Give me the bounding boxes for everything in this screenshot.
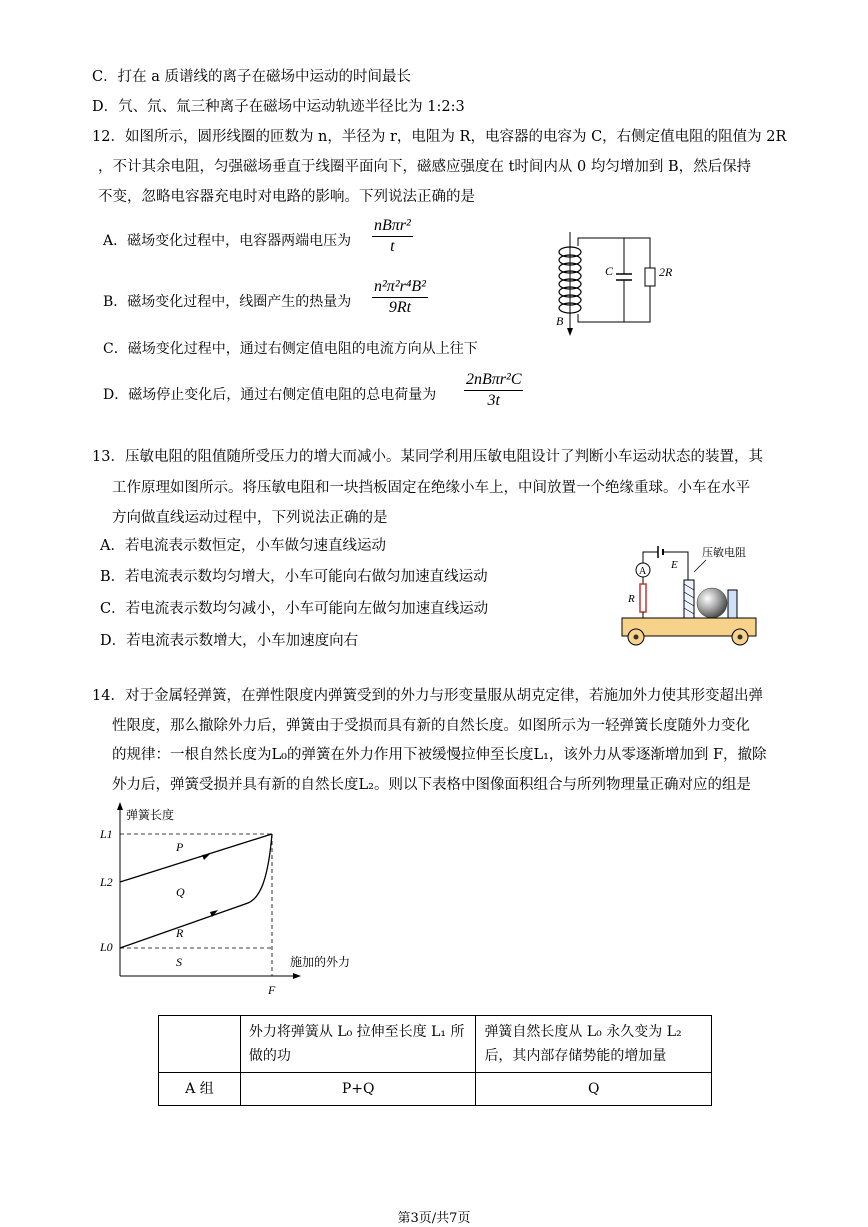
- q12-label-capacitor: C: [605, 264, 614, 278]
- q12-option-d-numerator: 2nBπr²C: [464, 370, 523, 391]
- q14-stem-line3: 的规律：一根自然长度为L₀的弹簧在外力作用下被缓慢拉伸至长度L₁，该外力从零逐渐增加到 F，撤除: [112, 747, 767, 763]
- table-row: [159, 1016, 712, 1073]
- q14-stem-line1: 14．对于金属轻弹簧，在弹性限度内弹簧受到的外力与形变量服从胡克定律，若施加外力使其形变超出弹: [92, 688, 763, 704]
- q11-option-c: C．打在 a 质谱线的离子在磁场中运动的时间最长: [92, 69, 411, 85]
- table-cell: Q: [476, 1073, 712, 1106]
- q13-option-c: C．若电流表示数均匀减小，小车可能向左做匀加速直线运动: [100, 601, 489, 617]
- q14-y-axis-title: 弹簧长度: [126, 808, 175, 822]
- q12-option-a-numerator: nBπr²: [372, 216, 413, 237]
- q11-option-d: D．氕、氘、氚三种离子在磁场中运动轨迹半径比为 1:2:3: [92, 99, 465, 115]
- q13-ammeter-label: A: [639, 566, 647, 577]
- q13-stem-line2: 工作原理如图所示。将压敏电阻和一块挡板固定在绝缘小车上，中间放置一个绝缘重球。小车在水平: [112, 480, 750, 496]
- q13-label-pressure-resistor: 压敏电阻: [702, 547, 746, 559]
- q14-y-tick-l2: L2: [100, 875, 113, 889]
- q12-option-d-fraction: [464, 370, 523, 411]
- q12-option-b-denominator: 9Rt: [388, 299, 412, 316]
- q14-region-p: P: [176, 840, 184, 854]
- table-row-label: A 组: [159, 1073, 241, 1106]
- q12-option-b-numerator: n²π²r⁴B²: [372, 277, 428, 298]
- q12-label-field: B: [556, 314, 564, 328]
- q12-stem-line2: ，不计其余电阻，匀强磁场垂直于线圈平面向下，磁感应强度在 t时间内从 0 均匀增加到 B，然后保持: [98, 159, 752, 175]
- q12-option-d-denominator: 3t: [487, 392, 500, 409]
- table-header-work: 外力将弹簧从 L₀ 拉伸至长度 L₁ 所做的功: [240, 1016, 476, 1073]
- q12-option-b-fraction: [372, 277, 428, 318]
- q14-region-s: S: [176, 955, 182, 969]
- q13-label-r: R: [628, 593, 635, 605]
- q14-stem-line4: 外力后，弹簧受损并具有新的自然长度L₂。则以下表格中图像面积组合与所列物理量正确对应的组是: [112, 777, 751, 793]
- page-footer: 第3页/共7页: [397, 1211, 471, 1226]
- q14-region-q: Q: [176, 885, 185, 899]
- q14-spring-length-graph: [90, 800, 380, 1000]
- q12-option-a-denominator: t: [390, 238, 395, 255]
- q12-option-c: C．磁场变化过程中，通过右侧定值电阻的电流方向从上往下: [103, 341, 478, 357]
- q13-cart-diagram: [618, 542, 768, 650]
- q14-y-tick-l1: L1: [100, 827, 113, 841]
- q12-option-a-fraction: [372, 216, 413, 257]
- q14-y-tick-l0: L0: [100, 940, 113, 954]
- q12-option-b: B．磁场变化过程中，线圈产生的热量为: [103, 294, 352, 310]
- table-row: [159, 1073, 712, 1106]
- q14-region-r: R: [176, 926, 184, 940]
- q12-option-a: A．磁场变化过程中，电容器两端电压为: [103, 233, 352, 249]
- table-header-empty: [159, 1016, 241, 1073]
- q12-coil-circuit-diagram: [548, 232, 688, 340]
- q12-label-resistor: 2R: [659, 265, 673, 279]
- q14-x-tick-f: F: [268, 983, 276, 997]
- table-cell: P+Q: [240, 1073, 476, 1106]
- q12-option-d: D．磁场停止变化后，通过右侧定值电阻的总电荷量为: [103, 387, 437, 403]
- q12-stem-line3: 不变，忽略电容器充电时对电路的影响。下列说法正确的是: [98, 189, 475, 205]
- q12-stem-line1: 12．如图所示，圆形线圈的匝数为 n，半径为 r，电阻为 R，电容器的电容为 C，右侧定值电阻的阻值为 2R: [92, 129, 787, 145]
- q13-option-a: A．若电流表示数恒定，小车做匀速直线运动: [100, 538, 386, 554]
- q14-answer-table: [158, 1015, 712, 1106]
- q14-stem-line2: 性限度，那么撤除外力后，弹簧由于受损而具有新的自然长度。如图所示为一轻弹簧长度随外力变化: [112, 718, 750, 734]
- q14-x-axis-title: 施加的外力: [290, 955, 351, 969]
- q13-stem-line3: 方向做直线运动过程中，下列说法正确的是: [112, 510, 388, 526]
- q13-label-e: E: [671, 559, 678, 571]
- q13-option-d: D．若电流表示数增大，小车加速度向右: [100, 633, 359, 649]
- q13-option-b: B．若电流表示数均匀增大，小车可能向右做匀加速直线运动: [100, 569, 488, 585]
- q13-stem-line1: 13．压敏电阻的阻值随所受压力的增大而减小。某同学利用压敏电阻设计了判断小车运动状态的装置，其: [92, 449, 763, 465]
- table-header-energy: 弹簧自然长度从 L₀ 永久变为 L₂ 后，其内部存储势能的增加量: [476, 1016, 712, 1073]
